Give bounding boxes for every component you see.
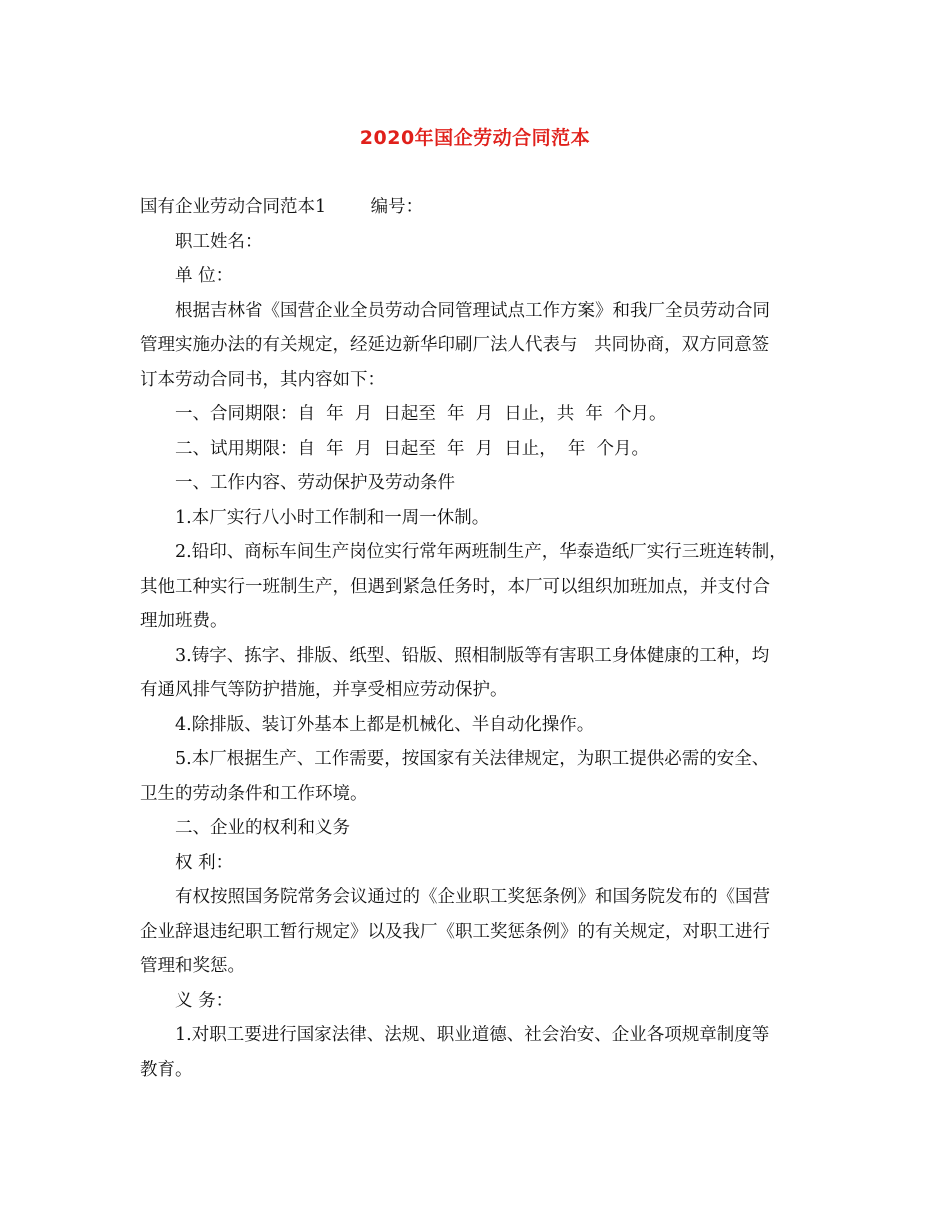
paragraph-line: 订本劳动合同书，其内容如下： <box>140 369 385 390</box>
rights-label: 权 利： <box>175 852 234 873</box>
paragraph-line: 3.铸字、拣字、排版、纸型、铅版、照相制版等有害职工身体健康的工种，均 <box>175 645 770 666</box>
clause-line: 1.本厂实行八小时工作制和一周一休制。 <box>175 507 490 528</box>
paragraph-line: 管理实施办法的有关规定，经延边新华印刷厂法人代表与 共同协商，双方同意签 <box>140 335 770 355</box>
probation-term-line: 二、试用期限：自 年 月 日起至 年 月 日止， 年 个月。 <box>175 438 650 459</box>
paragraph-line: 其他工种实行一班制生产，但遇到紧急任务时，本厂可以组织加班加点，并支付合 <box>140 576 770 597</box>
paragraph-line: 教育。 <box>140 1059 193 1080</box>
paragraph-line: 5.本厂根据生产、工作需要，按国家有关法律规定，为职工提供必需的安全、 <box>175 749 770 769</box>
clause-line: 4.除排版、装订外基本上都是机械化、半自动化操作。 <box>175 714 595 735</box>
duties-label: 义 务： <box>175 990 234 1011</box>
unit-label: 单 位： <box>175 266 234 286</box>
paragraph-line: 1.对职工要进行国家法律、法规、职业道德、社会治安、企业各项规章制度等 <box>175 1025 770 1045</box>
paragraph-line: 卫生的劳动条件和工作环境。 <box>140 783 368 804</box>
employee-name-label: 职工姓名： <box>175 231 263 252</box>
paragraph-line: 根据吉林省《国营企业全员劳动合同管理试点工作方案》和我厂全员劳动合同 <box>175 300 770 321</box>
document-title: 2020年国企劳动合同范本 <box>359 127 591 149</box>
contract-term-line: 一、合同期限：自 年 月 日起至 年 月 日止，共 年 个月。 <box>175 404 667 424</box>
paragraph-line: 理加班费。 <box>140 611 228 631</box>
document-body <box>140 190 820 1087</box>
section-heading: 一、工作内容、劳动保护及劳动条件 <box>175 473 455 493</box>
paragraph-line: 企业辞退违纪职工暂行规定》以及我厂《职工奖惩条例》的有关规定，对职工进行 <box>140 921 770 942</box>
paragraph-line: 有通风排气等防护措施，并享受相应劳动保护。 <box>140 680 508 700</box>
section-heading: 二、企业的权利和义务 <box>175 818 350 838</box>
paragraph-line: 管理和奖惩。 <box>140 956 245 976</box>
paragraph-line: 2.铅印、商标车间生产岗位实行常年两班制生产，华泰造纸厂实行三班连转制， <box>175 542 787 562</box>
contract-header-line: 国有企业劳动合同范本1 编号： <box>140 197 424 217</box>
paragraph-line: 有权按照国务院常务会议通过的《企业职工奖惩条例》和国务院发布的《国营 <box>175 887 770 907</box>
